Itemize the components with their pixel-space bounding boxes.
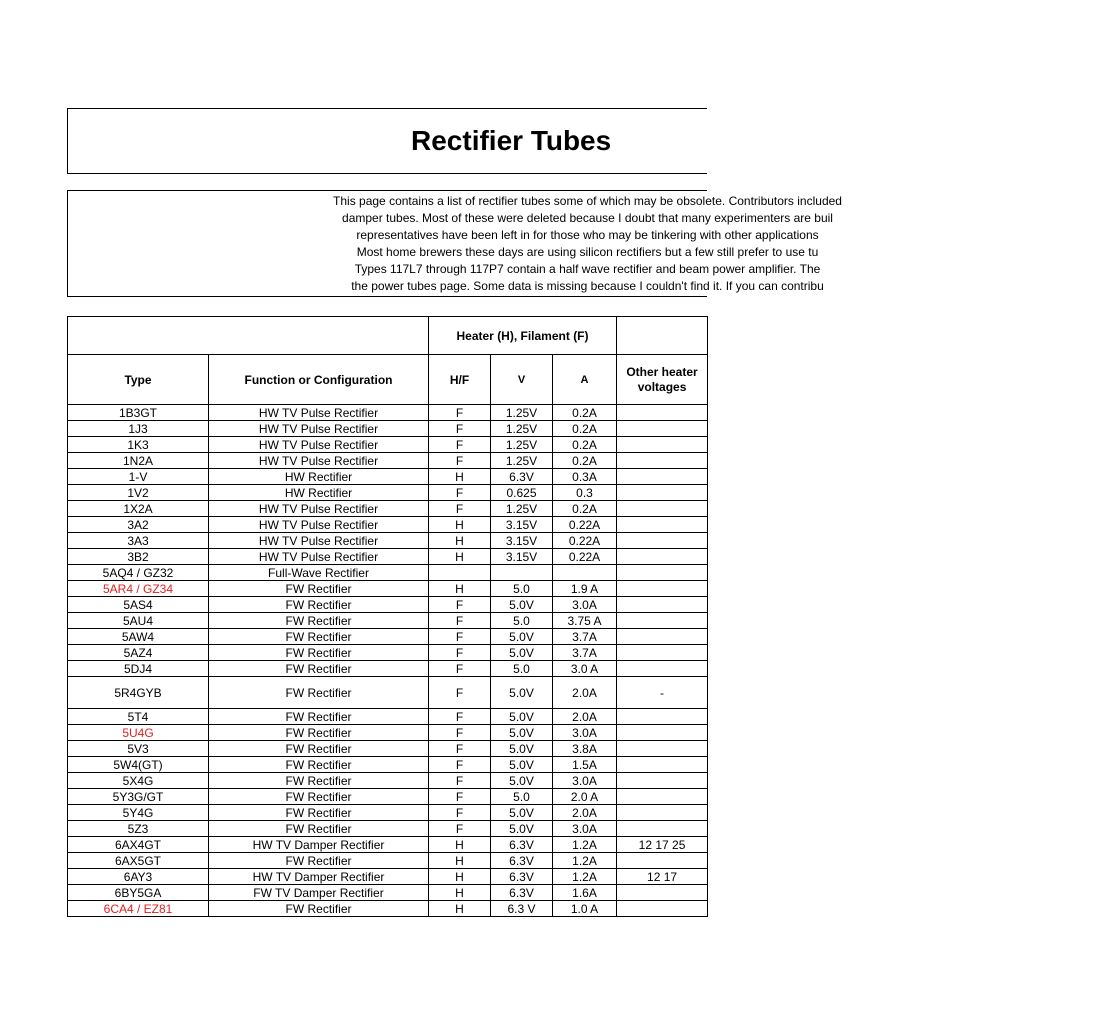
cell-hf: F (429, 725, 491, 741)
cell-other (617, 501, 708, 517)
cell-a: 3.0 A (553, 661, 617, 677)
cell-type: 3A2 (68, 517, 209, 533)
table-row (68, 405, 708, 421)
cell-v: 5.0 (491, 661, 553, 677)
cell-other (617, 565, 708, 581)
cell-type: 1J3 (68, 421, 209, 437)
cell-other (617, 773, 708, 789)
table-row (68, 645, 708, 661)
cell-function: FW Rectifier (209, 581, 429, 597)
table-row (68, 437, 708, 453)
cell-v: 5.0 (491, 581, 553, 597)
cell-function: Full-Wave Rectifier (209, 565, 429, 581)
header-function: Function or Configuration (209, 355, 429, 405)
cell-a: 3.0A (553, 597, 617, 613)
cell-hf: F (429, 821, 491, 837)
header-other-voltages: Other heater voltages (617, 355, 708, 405)
cell-type: 1V2 (68, 485, 209, 501)
header-hf: H/F (429, 355, 491, 405)
cell-other (617, 805, 708, 821)
table-row (68, 581, 708, 597)
table-row (68, 661, 708, 677)
cell-v: 1.25V (491, 453, 553, 469)
intro-line: Most home brewers these days are using silicon rectifiers but a few still prefer to use tu (356, 245, 819, 259)
cell-function: FW Rectifier (209, 613, 429, 629)
cell-type: 1-V (68, 469, 209, 485)
cell-other (617, 853, 708, 869)
cell-type: 5Y3G/GT (68, 789, 209, 805)
cell-v: 6.3V (491, 469, 553, 485)
cell-a: 0.2A (553, 501, 617, 517)
title-box (67, 108, 707, 174)
cell-a: 1.9 A (553, 581, 617, 597)
cell-v (491, 565, 553, 581)
blank-header-cell (617, 317, 708, 355)
header-type: Type (68, 355, 209, 405)
cell-function: HW TV Pulse Rectifier (209, 405, 429, 421)
table-row (68, 517, 708, 533)
cell-v: 5.0V (491, 677, 553, 709)
cell-function: FW Rectifier (209, 629, 429, 645)
table-row (68, 709, 708, 725)
cell-a: 0.2A (553, 453, 617, 469)
cell-a: 3.0A (553, 725, 617, 741)
table-row (68, 837, 708, 853)
cell-type: 3A3 (68, 533, 209, 549)
table-row (68, 629, 708, 645)
cell-type: 6AX4GT (68, 837, 209, 853)
cell-hf: H (429, 885, 491, 901)
cell-other (617, 757, 708, 773)
cell-v: 5.0V (491, 645, 553, 661)
header-a: A (553, 355, 617, 405)
cell-type: 5Y4G (68, 805, 209, 821)
table-row (68, 597, 708, 613)
cell-other (617, 581, 708, 597)
table-row (68, 421, 708, 437)
table-row (68, 869, 708, 885)
cell-function: HW Rectifier (209, 469, 429, 485)
cell-type: 5X4G (68, 773, 209, 789)
cell-function: HW Rectifier (209, 485, 429, 501)
cell-other (617, 661, 708, 677)
cell-type: 5AW4 (68, 629, 209, 645)
cell-other (617, 613, 708, 629)
cell-function: FW Rectifier (209, 645, 429, 661)
cell-a: 0.22A (553, 549, 617, 565)
cell-function: FW Rectifier (209, 741, 429, 757)
cell-v: 0.625 (491, 485, 553, 501)
cell-v: 5.0V (491, 773, 553, 789)
cell-hf: H (429, 837, 491, 853)
cell-other (617, 741, 708, 757)
cell-a: 1.0 A (553, 901, 617, 917)
cell-type: 5AZ4 (68, 645, 209, 661)
cell-type: 5AU4 (68, 613, 209, 629)
page-title: Rectifier Tubes (411, 125, 612, 156)
cell-a: 2.0A (553, 709, 617, 725)
cell-function: HW TV Pulse Rectifier (209, 549, 429, 565)
cell-hf: H (429, 869, 491, 885)
intro-line: the power tubes page. Some data is missing because I couldn't find it. If you can contribu (351, 279, 824, 293)
cell-type: 5V3 (68, 741, 209, 757)
cell-other (617, 901, 708, 917)
cell-type: 5U4G (68, 725, 209, 741)
table-row (68, 789, 708, 805)
cell-a: 3.0A (553, 773, 617, 789)
cell-hf: F (429, 421, 491, 437)
table-row (68, 565, 708, 581)
cell-a (553, 565, 617, 581)
header-v: V (491, 355, 553, 405)
table-row (68, 677, 708, 709)
table-row (68, 533, 708, 549)
table-row (68, 725, 708, 741)
cell-a: 0.3A (553, 469, 617, 485)
cell-type: 1K3 (68, 437, 209, 453)
cell-other (617, 437, 708, 453)
cell-v: 1.25V (491, 405, 553, 421)
cell-hf: F (429, 773, 491, 789)
cell-hf: F (429, 709, 491, 725)
cell-hf: H (429, 469, 491, 485)
cell-other: 12 17 25 (617, 837, 708, 853)
cell-function: HW TV Pulse Rectifier (209, 517, 429, 533)
cell-a: 0.2A (553, 405, 617, 421)
cell-v: 5.0V (491, 805, 553, 821)
cell-type: 6AY3 (68, 869, 209, 885)
table-row (68, 853, 708, 869)
cell-hf: H (429, 533, 491, 549)
intro-box (67, 190, 842, 297)
cell-type: 1X2A (68, 501, 209, 517)
cell-type: 5W4(GT) (68, 757, 209, 773)
cell-a: 2.0A (553, 805, 617, 821)
cell-function: FW Rectifier (209, 661, 429, 677)
cell-type: 5AQ4 / GZ32 (68, 565, 209, 581)
cell-v: 6.3V (491, 885, 553, 901)
cell-other: 12 17 (617, 869, 708, 885)
cell-function: FW Rectifier (209, 757, 429, 773)
rectifier-table (67, 316, 708, 917)
cell-v: 3.15V (491, 549, 553, 565)
cell-v: 1.25V (491, 437, 553, 453)
cell-v: 5.0V (491, 741, 553, 757)
table-row (68, 885, 708, 901)
cell-v: 5.0 (491, 789, 553, 805)
cell-a: 0.2A (553, 437, 617, 453)
cell-a: 1.2A (553, 869, 617, 885)
cell-hf: H (429, 901, 491, 917)
cell-a: 3.7A (553, 645, 617, 661)
cell-function: FW Rectifier (209, 789, 429, 805)
table-row (68, 773, 708, 789)
cell-other (617, 821, 708, 837)
cell-hf: F (429, 501, 491, 517)
table-row (68, 901, 708, 917)
cell-v: 5.0 (491, 613, 553, 629)
cell-type: 1B3GT (68, 405, 209, 421)
cell-a: 3.7A (553, 629, 617, 645)
cell-v: 3.15V (491, 533, 553, 549)
cell-function: FW Rectifier (209, 725, 429, 741)
cell-hf (429, 565, 491, 581)
cell-a: 3.0A (553, 821, 617, 837)
heater-group-header: Heater (H), Filament (F) (429, 317, 617, 355)
cell-v: 5.0V (491, 597, 553, 613)
cell-other (617, 709, 708, 725)
cell-hf: F (429, 437, 491, 453)
cell-other (617, 469, 708, 485)
cell-function: FW Rectifier (209, 597, 429, 613)
cell-a: 1.2A (553, 837, 617, 853)
cell-other (617, 549, 708, 565)
rectifier-table-container (67, 316, 698, 917)
cell-a: 3.75 A (553, 613, 617, 629)
cell-type: 6BY5GA (68, 885, 209, 901)
cell-a: 1.6A (553, 885, 617, 901)
cell-a: 3.8A (553, 741, 617, 757)
table-row (68, 485, 708, 501)
cell-hf: F (429, 405, 491, 421)
cell-other (617, 517, 708, 533)
cell-hf: F (429, 757, 491, 773)
cell-a: 0.3 (553, 485, 617, 501)
intro-line: representatives have been left in for those who may be tinkering with other applications (356, 228, 819, 242)
cell-other: - (617, 677, 708, 709)
table-row (68, 805, 708, 821)
cell-type: 5R4GYB (68, 677, 209, 709)
cell-other (617, 421, 708, 437)
cell-a: 0.2A (553, 421, 617, 437)
cell-function: HW TV Pulse Rectifier (209, 437, 429, 453)
cell-function: HW TV Pulse Rectifier (209, 453, 429, 469)
cell-other (617, 789, 708, 805)
cell-v: 1.25V (491, 501, 553, 517)
cell-other (617, 453, 708, 469)
table-group-header-row (68, 317, 708, 355)
cell-a: 2.0 A (553, 789, 617, 805)
cell-type: 5AS4 (68, 597, 209, 613)
cell-a: 2.0A (553, 677, 617, 709)
cell-hf: F (429, 661, 491, 677)
table-row (68, 613, 708, 629)
cell-hf: H (429, 549, 491, 565)
cell-function: FW Rectifier (209, 677, 429, 709)
cell-a: 0.22A (553, 533, 617, 549)
cell-other (617, 645, 708, 661)
cell-v: 5.0V (491, 709, 553, 725)
cell-other (617, 629, 708, 645)
cell-hf: F (429, 789, 491, 805)
cell-type: 5DJ4 (68, 661, 209, 677)
cell-function: HW TV Pulse Rectifier (209, 421, 429, 437)
cell-other (617, 405, 708, 421)
intro-line: This page contains a list of rectifier tubes some of which may be obsolete. Contributors included (333, 194, 842, 208)
cell-type: 5AR4 / GZ34 (68, 581, 209, 597)
cell-hf: F (429, 677, 491, 709)
cell-other (617, 533, 708, 549)
cell-hf: F (429, 805, 491, 821)
cell-other (617, 885, 708, 901)
cell-function: HW TV Damper Rectifier (209, 869, 429, 885)
cell-v: 5.0V (491, 629, 553, 645)
table-row (68, 821, 708, 837)
table-row (68, 501, 708, 517)
cell-other (617, 597, 708, 613)
cell-v: 6.3V (491, 837, 553, 853)
cell-a: 1.5A (553, 757, 617, 773)
cell-function: HW TV Damper Rectifier (209, 837, 429, 853)
cell-other (617, 485, 708, 501)
table-row (68, 741, 708, 757)
cell-v: 6.3V (491, 853, 553, 869)
cell-a: 1.2A (553, 853, 617, 869)
cell-type: 5T4 (68, 709, 209, 725)
table-body (68, 405, 708, 917)
cell-type: 5Z3 (68, 821, 209, 837)
cell-v: 5.0V (491, 757, 553, 773)
cell-function: FW Rectifier (209, 709, 429, 725)
cell-hf: F (429, 645, 491, 661)
cell-hf: H (429, 581, 491, 597)
cell-function: HW TV Pulse Rectifier (209, 501, 429, 517)
cell-v: 6.3 V (491, 901, 553, 917)
cell-function: FW Rectifier (209, 773, 429, 789)
cell-hf: F (429, 453, 491, 469)
cell-hf: H (429, 517, 491, 533)
table-header-row (68, 355, 708, 405)
cell-v: 5.0V (491, 725, 553, 741)
table-row (68, 453, 708, 469)
cell-v: 1.25V (491, 421, 553, 437)
cell-function: HW TV Pulse Rectifier (209, 533, 429, 549)
cell-type: 6CA4 / EZ81 (68, 901, 209, 917)
cell-hf: F (429, 613, 491, 629)
blank-header-cell (68, 317, 429, 355)
intro-line: damper tubes. Most of these were deleted because I doubt that many experimenters are buil (342, 211, 833, 225)
cell-function: FW TV Damper Rectifier (209, 885, 429, 901)
cell-v: 5.0V (491, 821, 553, 837)
cell-v: 3.15V (491, 517, 553, 533)
cell-type: 6AX5GT (68, 853, 209, 869)
cell-hf: F (429, 485, 491, 501)
cell-function: FW Rectifier (209, 805, 429, 821)
cell-type: 3B2 (68, 549, 209, 565)
cell-hf: F (429, 597, 491, 613)
table-row (68, 757, 708, 773)
cell-hf: F (429, 629, 491, 645)
intro-line: Types 117L7 through 117P7 contain a half wave rectifier and beam power amplifier. The (354, 262, 821, 276)
cell-hf: F (429, 741, 491, 757)
cell-a: 0.22A (553, 517, 617, 533)
cell-other (617, 725, 708, 741)
cell-v: 6.3V (491, 869, 553, 885)
cell-function: FW Rectifier (209, 853, 429, 869)
cell-function: FW Rectifier (209, 901, 429, 917)
table-row (68, 469, 708, 485)
cell-type: 1N2A (68, 453, 209, 469)
cell-function: FW Rectifier (209, 821, 429, 837)
table-row (68, 549, 708, 565)
cell-hf: H (429, 853, 491, 869)
